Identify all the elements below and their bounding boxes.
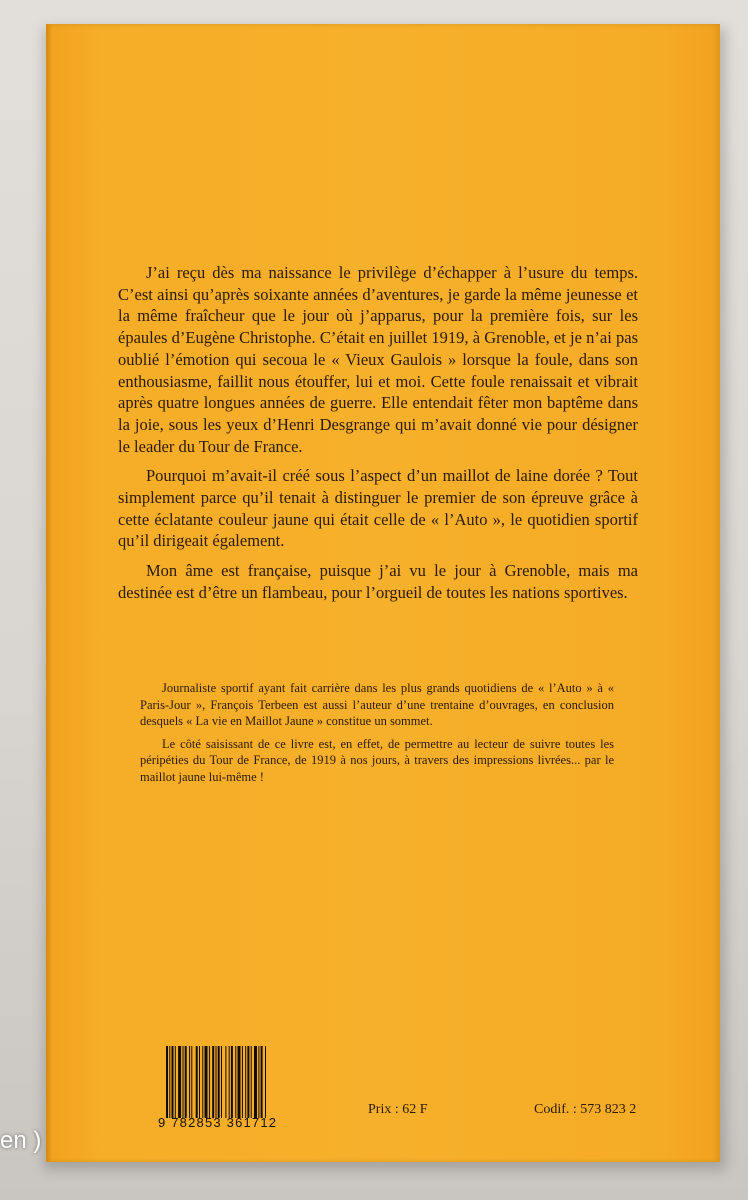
book-spine-edge [46,24,52,1162]
blurb-text [118,262,638,612]
author-paragraph: Journaliste sportif ayant fait carrière dans les plus grands quotidiens de « l’Auto » à « Paris-Jour », François Terbeen est aussi l’auteur d’une trentaine d’ouvrages, en conclusion desquels « La vie en Maillot Jaune » constitue un sommet. [140,681,614,729]
overlay-caption: en ) [0,1127,42,1154]
codif-label: Codif. : 573 823 2 [534,1102,637,1117]
author-bio [140,680,614,792]
barcode-bars [166,1046,308,1118]
price-label: Prix : 62 F [368,1102,428,1117]
blurb-paragraph: Pourquoi m’avait-il créé sous l’aspect d’un maillot de laine dorée ? Tout simplement parce qu’il tenait à distinguer le premier de son épreuve grâce à cette éclatante couleur jaune qui était celle de « l’Auto », le quotidien sportif qu’il dirigeait également. [118,466,638,551]
barcode [158,1046,308,1132]
barcode-number: 9 782853 361712 [158,1115,278,1130]
blurb-paragraph: Mon âme est française, puisque j’ai vu le jour à Grenoble, mais ma destinée est d’être un flambeau, pour l’orgueil de toutes les nations sportives. [118,561,638,602]
author-paragraph: Le côté saisissant de ce livre est, en effet, de permettre au lecteur de suivre toutes les péripéties du Tour de France, de 1919 à nos jours, à travers des impressions livrées... par le maillot jaune lui-même ! [140,736,614,784]
blurb-paragraph: J’ai reçu dès ma naissance le privilège d’échapper à l’usure du temps. C’est ainsi qu’après soixante années d’aventures, je garde la même jeunesse et la même fraîcheur que le jour où j’apparus, pour la première fois, sur les épaules d’Eugène Christophe. C’était en juillet 1919, à Grenoble, et je n’ai pas oublié l’émotion qui secoua le « Vieux Gaulois » lorsque la foule, dans son enthousiasme, faillit nous étouffer, lui et moi. Cette foule renaissait et vibrait après quatre longues années de guerre. Elle entendait fêter mon baptême dans la joie, sous les yeux d’Henri Desgrange qui m’avait donné vie pour désigner le leader du Tour de France. [118,263,638,456]
